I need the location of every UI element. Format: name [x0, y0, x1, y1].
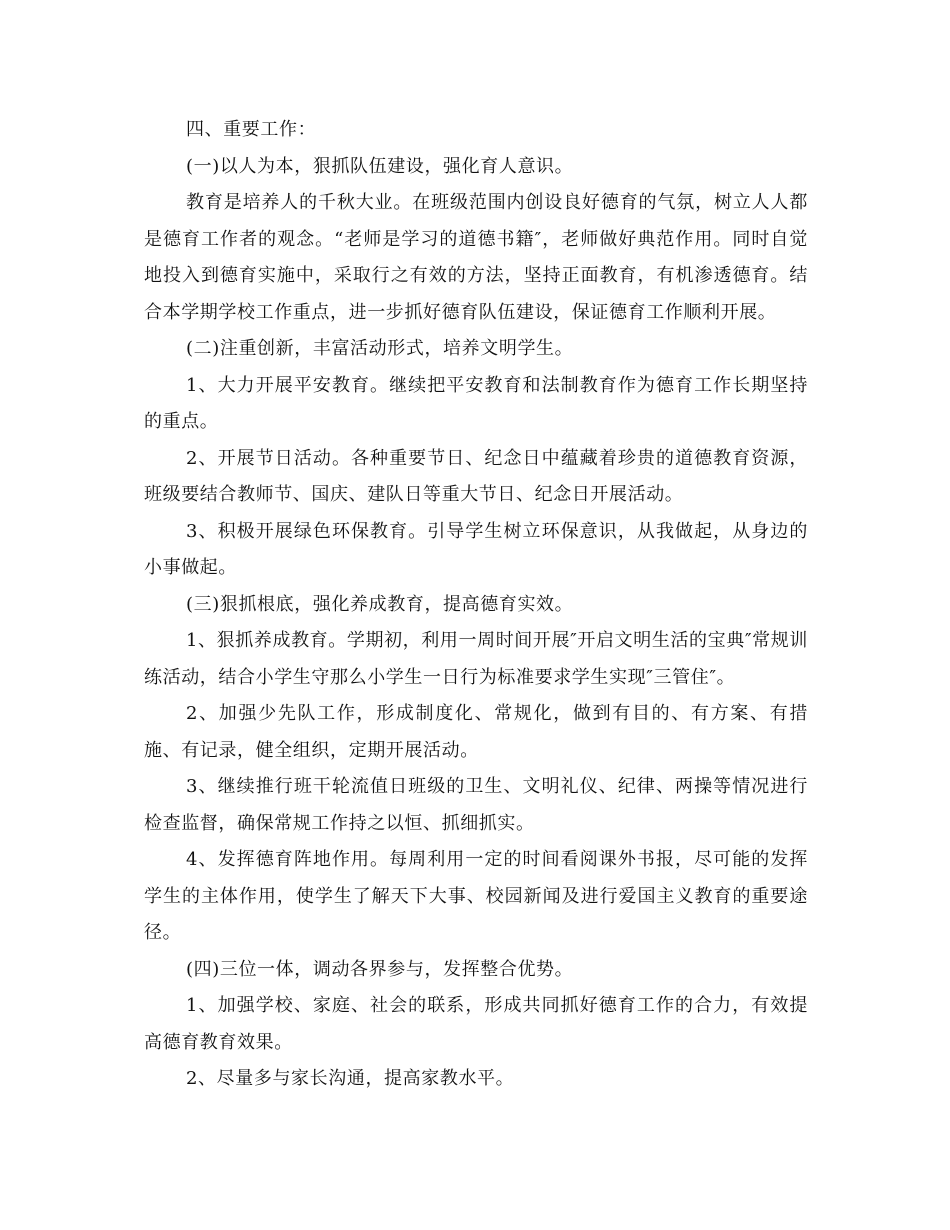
- list-item: 4、发挥德育阵地作用。每周利用一定的时间看阅课外书报，尽可能的发挥学生的主体作用，使学生了解天下大事、校园新闻及进行爱国主义教育的重要途径。: [144, 849, 808, 943]
- subsection-heading: (一)以人为本，狠抓队伍建设，强化育人意识。: [186, 155, 574, 177]
- subsection-heading: (三)狠抓根底，强化养成教育，提高德育实效。: [186, 593, 574, 615]
- subsection-heading: (二)注重创新，丰富活动形式，培养文明学生。: [186, 338, 574, 359]
- list-item: 3、继续推行班干轮流值日班级的卫生、文明礼仪、纪律、两操等情况进行检查监督，确保常规工作持之以恒、抓细抓实。: [144, 776, 808, 834]
- list-item: 2、加强少先队工作，形成制度化、常规化，做到有目的、有方案、有措施、有记录，健全组织，定期开展活动。: [144, 703, 808, 761]
- document-body: [144, 112, 808, 1098]
- list-item: 1、加强学校、家庭、社会的联系，形成共同抓好德育工作的合力，有效提高德育教育效果。: [144, 995, 808, 1053]
- list-item: 2、开展节日活动。各种重要节日、纪念日中蕴藏着珍贵的道德教育资源，班级要结合教师节、国庆、建队日等重大节日、纪念日开展活动。: [144, 447, 808, 505]
- subsection-heading: (四)三位一体，调动各界参与，发挥整合优势。: [186, 958, 574, 980]
- section-heading: 四、重要工作：: [186, 119, 317, 140]
- body-paragraph: 教育是培养人的千秋大业。在班级范围内创设良好德育的气氛，树立人人都是德育工作者的观念。“老师是学习的道德书籍″，老师做好典范作用。同时自觉地投入到德育实施中，采取行之有效的方法，坚持正面教育，有机渗透德育。结合本学期学校工作重点，进一步抓好德育队伍建设，保证德育工作顺利开展。: [144, 192, 808, 323]
- list-item: 1、狠抓养成教育。学期初，利用一周时间开展″开启文明生活的宝典″常规训练活动，结合小学生守那么小学生一日行为标准要求学生实现″三管住″。: [144, 630, 808, 688]
- list-item: 1、大力开展平安教育。继续把平安教育和法制教育作为德育工作长期坚持的重点。: [144, 374, 808, 432]
- list-item: 2、尽量多与家长沟通，提高家教水平。: [186, 1068, 515, 1089]
- list-item: 3、积极开展绿色环保教育。引导学生树立环保意识，从我做起，从身边的小事做起。: [144, 520, 808, 578]
